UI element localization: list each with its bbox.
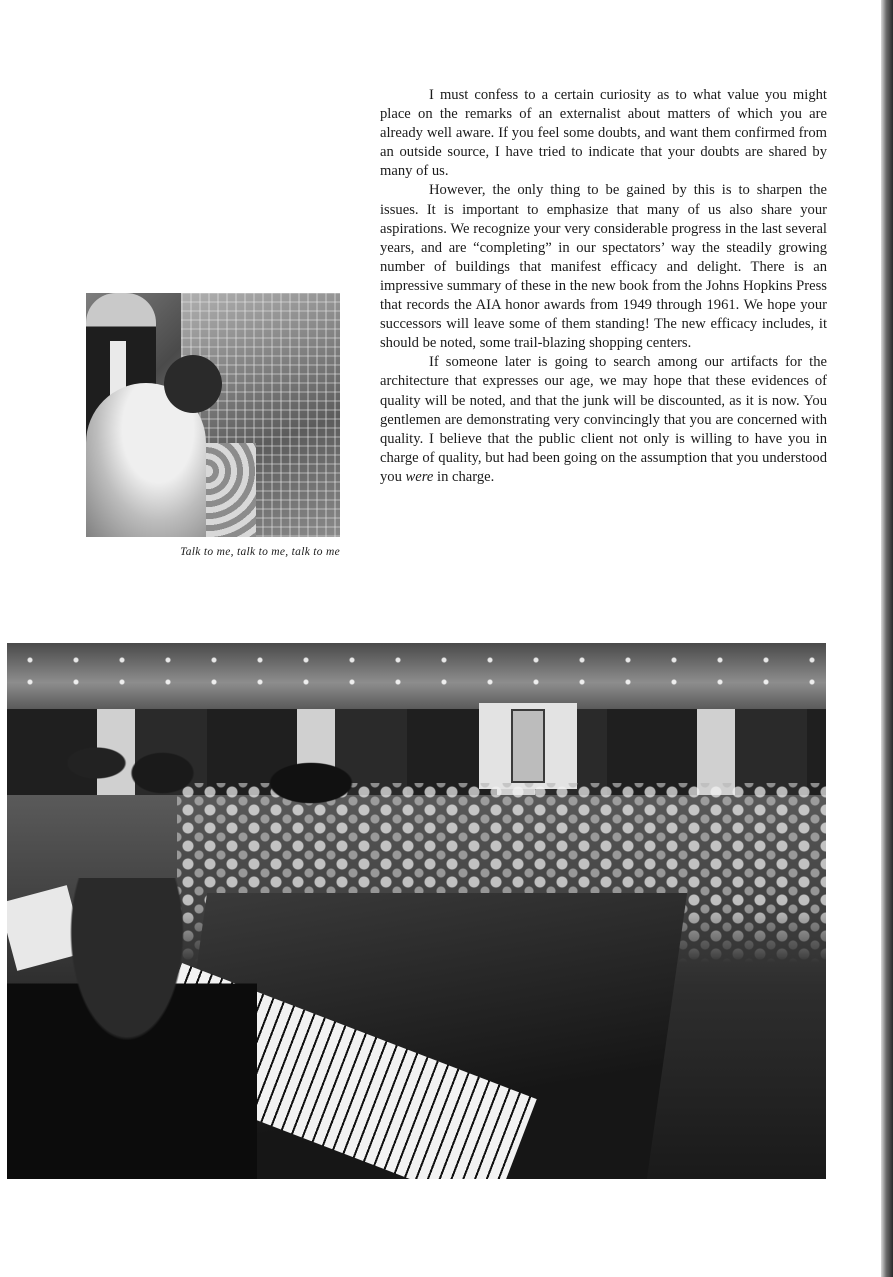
paragraph-3-text: If someone later is going to search among our artifacts for the architecture that expresses our age, we may hope that these evidences of quality will be noted, and that the junk will be discounted, as it is now. You gentlemen are demonstrating very convincingly that you are concerned with quality. I believe that the public client not only is willing to have you in charge of quality, but had been going on the assumption that you understood you: [380, 354, 827, 485]
banquet-hall-photo: [7, 643, 826, 1179]
woman-hair: [164, 355, 222, 413]
paragraph-2: However, the only thing to be gained by this is to sharpen the issues. It is important to emphasize that many of us also share your aspirations. We recognize your very considerable progress in the last several years, and are “completing” in our spectators’ way the steadily growing number of buildings that manifest efficacy and delight. There is an impressive summary of these in the new book from the Johns Hopkins Press that records the AIA honor awards from 1949 through 1961. We hope your successors will leave some of them standing! The new efficacy includes, it should be noted, some trail-blazing shopping centers.: [380, 182, 827, 352]
paragraph-3-end: in charge.: [433, 468, 495, 485]
emphasis-were: were: [405, 468, 434, 485]
ceiling-lights: [7, 649, 826, 699]
paragraph-3: [380, 353, 827, 487]
paragraph-1: I must confess to a certain curiosity as to what value you might place on the remarks of an externalist about matters of which you are already well aware. If you feel some doubts, and want them confirmed from an outside source, I have tried to indicate that your doubts are shared by many of us.: [380, 87, 827, 180]
zoo-photo: [86, 293, 340, 537]
pianist: [7, 878, 257, 1179]
article-body: [380, 86, 827, 487]
photo-caption: Talk to me, talk to me, talk to me: [180, 546, 340, 558]
page-edge-shadow: [881, 0, 893, 1277]
aia-banner: [479, 703, 577, 789]
